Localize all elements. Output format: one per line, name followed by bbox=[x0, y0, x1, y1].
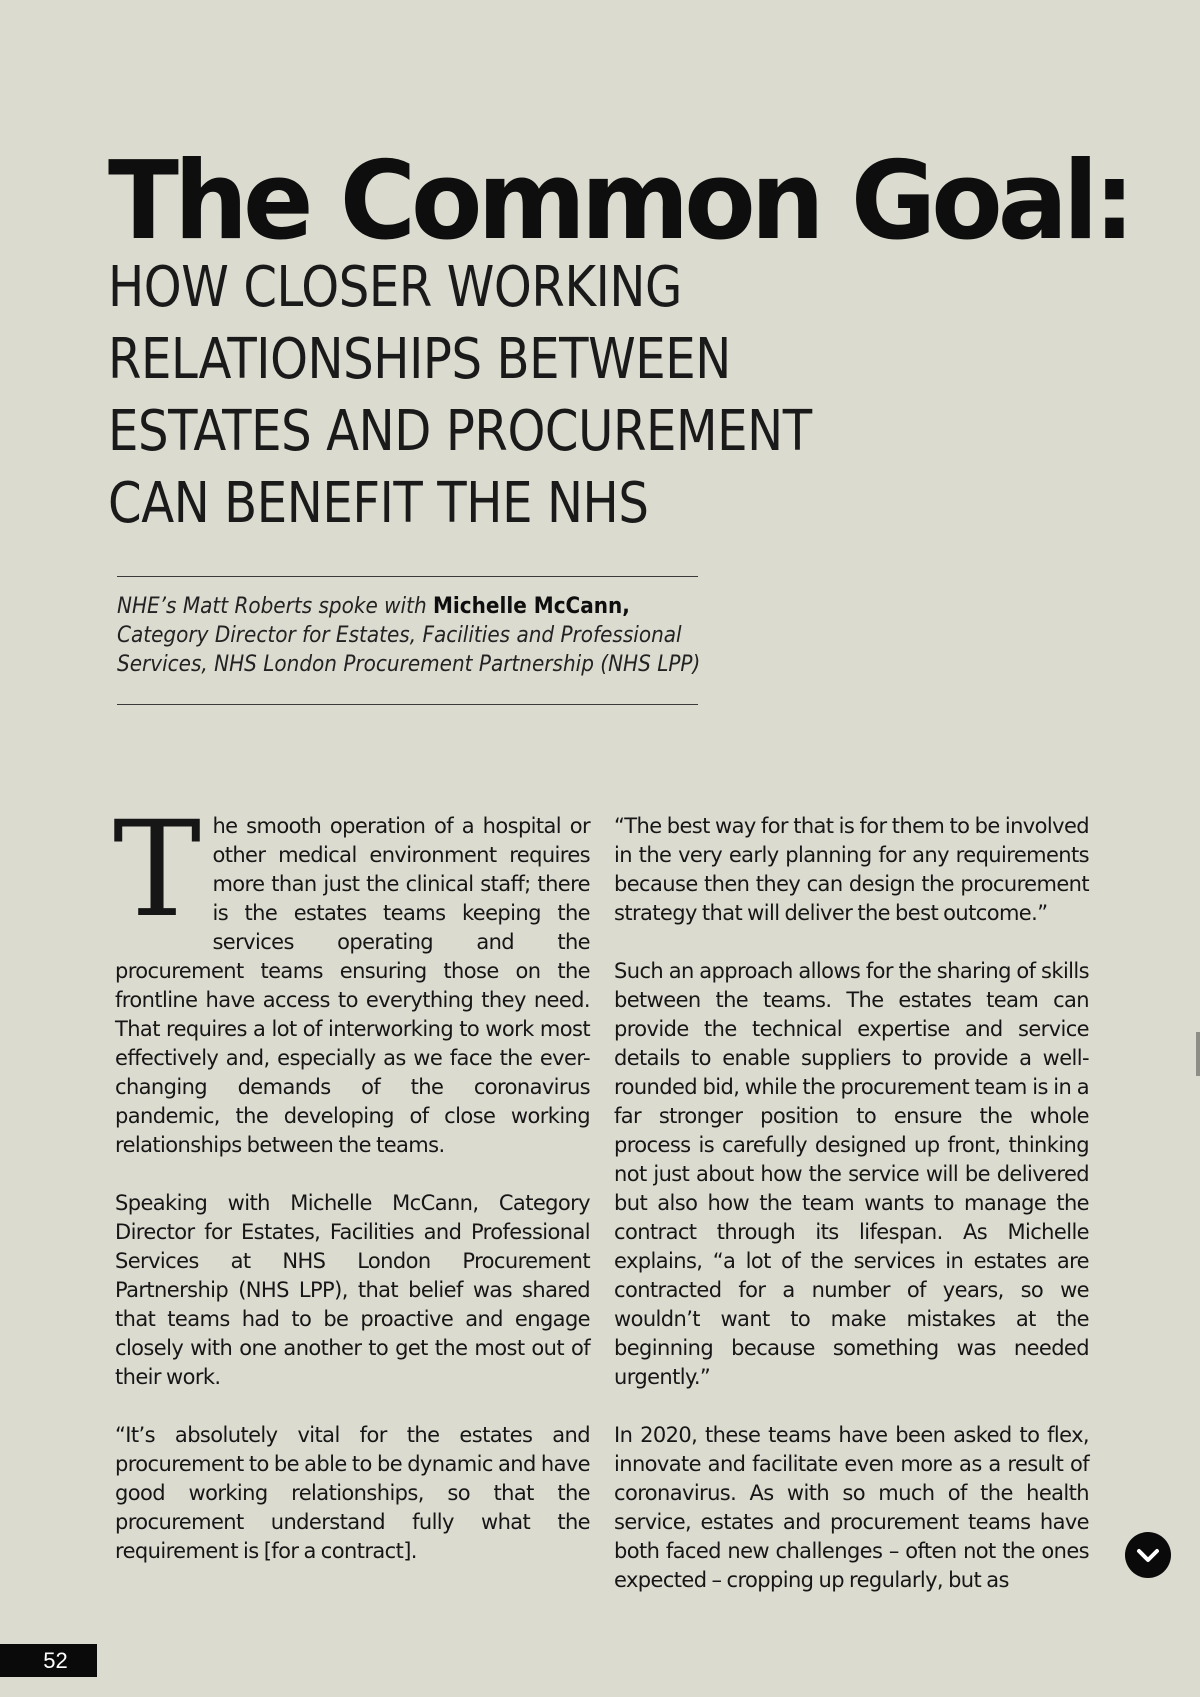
standfirst-role-line: Services, NHS London Procurement Partnership (NHS LPP) bbox=[117, 652, 701, 677]
subtitle-line: CAN BENEFIT THE NHS bbox=[108, 471, 649, 536]
body-paragraph: Such an approach allows for the sharing of skills between the teams. The estates team can provide the technical expertise and service details to enable suppliers to provide a well-rounded bid, while the procurement team is in a far stronger position to ensure the whole process is carefully designed up front, thinking not just about how the service will be delivered but also how the team wants to manage the contract through its lifespan. As Michelle explains, “a lot of the services in estates are contracted for a number of years, so we wouldn’t want to make mistakes at the beginning because something was needed urgently.” bbox=[614, 959, 1089, 1389]
subtitle-line: HOW CLOSER WORKING bbox=[108, 255, 682, 320]
article-subtitle bbox=[108, 252, 1008, 540]
standfirst-role-line: Category Director for Estates, Facilities and Professional bbox=[117, 623, 682, 648]
drop-cap: T bbox=[113, 793, 201, 947]
subtitle-line: RELATIONSHIPS BETWEEN bbox=[108, 327, 731, 392]
body-paragraph: Speaking with Michelle McCann, Category Director for Estates, Facilities and Professional Services at NHS London Procurement Partnership (NHS LPP), that belief was shared that teams had to be proactive and engage closely with one another to get the most out of their work. bbox=[115, 1191, 590, 1389]
standfirst bbox=[117, 592, 707, 679]
paragraph-text: he smooth operation of a hospital or other medical environment requires more than just the clinical staff; there is the estates teams keeping the services operating and the procurement teams ensuring those on the frontline have access to everything they need. That requires a lot of interworking to work most effectively and, especially as we face the ever-changing demands of the coronavirus pandemic, the developing of close working relationships between the teams. bbox=[115, 814, 590, 1157]
body-paragraph: In 2020, these teams have been asked to flex, innovate and facilitate even more as a result of coronavirus. As with so much of the health service, estates and procurement teams have both faced new challenges – often not the ones expected – cropping up regularly, but as bbox=[614, 1423, 1089, 1592]
body-column-right bbox=[614, 812, 1089, 1624]
body-paragraph: “The best way for that is for them to be involved in the very early planning for any requirements because then they can design the procurement strategy that will deliver the best outcome.” bbox=[614, 814, 1089, 925]
body-paragraph: “It’s absolutely vital for the estates and procurement to be able to be dynamic and have good working relationships, so that the procurement understand fully what the requirement is [for a contract]. bbox=[115, 1423, 590, 1563]
page-edge-marker bbox=[1196, 1032, 1200, 1076]
standfirst-intro: NHE’s Matt Roberts spoke with bbox=[117, 594, 434, 619]
standfirst-bottom-divider bbox=[117, 704, 698, 705]
page-number: 52 bbox=[0, 1644, 97, 1677]
article-title: The Common Goal: bbox=[108, 136, 1131, 264]
interviewee-name: Michelle McCann, bbox=[433, 594, 630, 619]
standfirst-line-1 bbox=[117, 592, 654, 621]
scroll-down-button[interactable] bbox=[1125, 1532, 1171, 1578]
standfirst-top-divider bbox=[117, 576, 698, 577]
body-paragraph bbox=[113, 793, 590, 1160]
body-column-left bbox=[113, 793, 590, 1595]
chevron-down-icon bbox=[1125, 1532, 1171, 1578]
subtitle-line: ESTATES AND PROCUREMENT bbox=[108, 399, 812, 464]
